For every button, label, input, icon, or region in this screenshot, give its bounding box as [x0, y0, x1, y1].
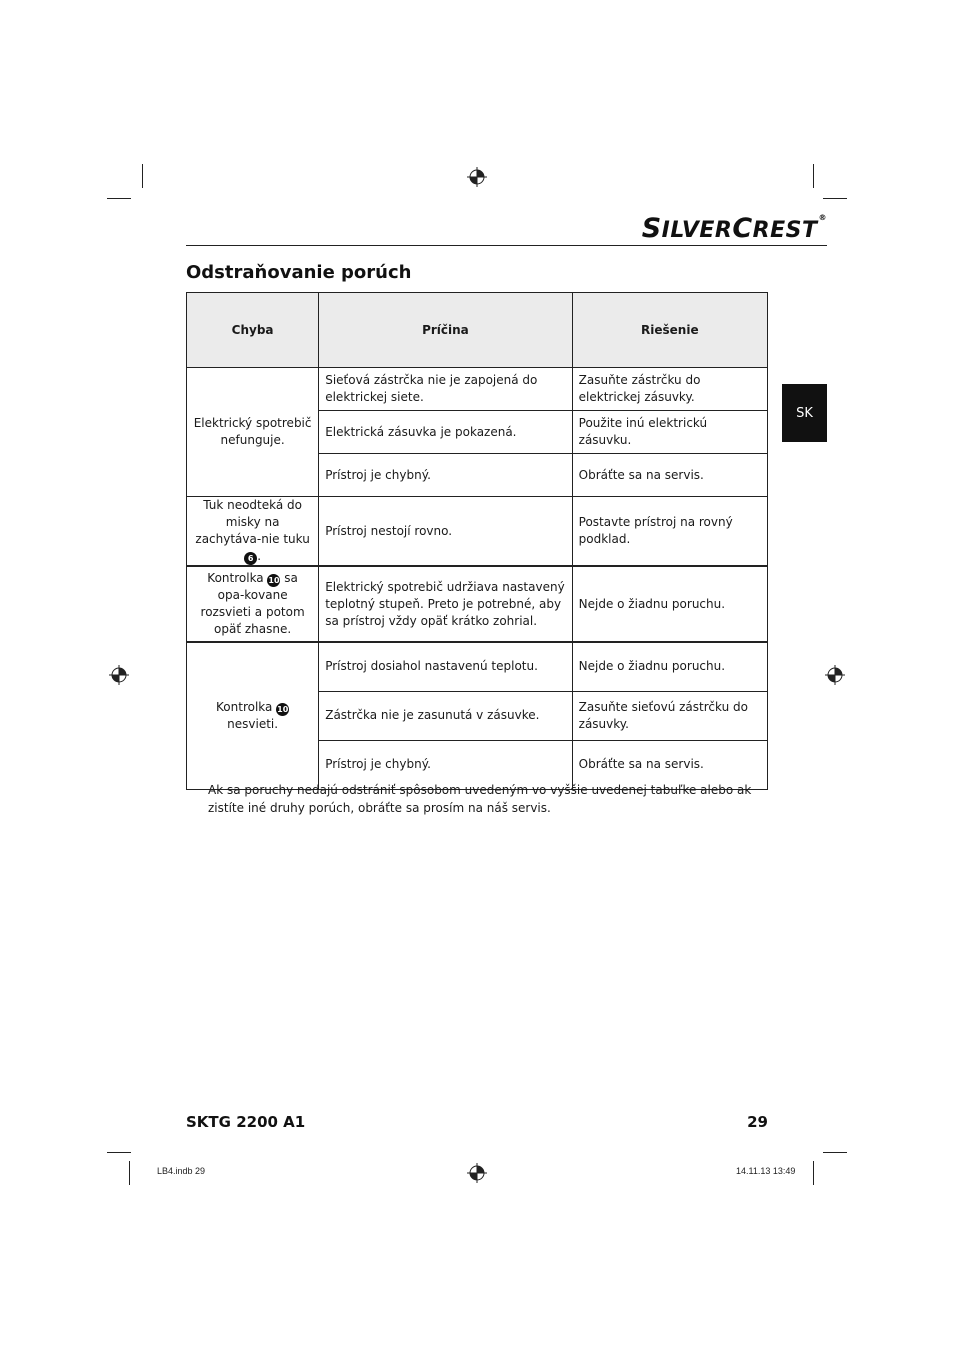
troubleshooting-table [186, 292, 768, 790]
part-number-badge: 10 [277, 704, 289, 714]
error-text: Kontrolka [216, 699, 277, 714]
error-cell [187, 497, 319, 567]
cause-cell: Prístroj je chybný. [319, 454, 572, 497]
crop-mark [823, 1152, 847, 1153]
table-row [187, 497, 768, 567]
brand-logo: SILVERCREST® [641, 213, 827, 244]
crop-mark [107, 198, 131, 199]
crop-mark [107, 1152, 131, 1153]
registration-mark-icon [467, 167, 487, 187]
page-number: 29 [747, 1113, 768, 1131]
print-slug-date: 14.11.13 13:49 [736, 1166, 796, 1176]
cause-cell: Zástrčka nie je zasunutá v zásuvke. [319, 691, 572, 740]
solution-cell: Zasuňte sieťovú zástrčku do zásuvky. [572, 691, 767, 740]
error-text: Tuk neodteká do misky na zachytáva-nie tuku [195, 498, 310, 546]
page-title: Odstraňovanie porúch [186, 262, 412, 283]
part-number-badge: 10 [268, 576, 280, 585]
error-text: . [257, 549, 262, 563]
table-row [187, 642, 768, 691]
crop-mark [813, 1161, 814, 1185]
registration-mark-icon [825, 665, 845, 685]
crop-mark [813, 164, 814, 188]
cause-cell: Sieťová zástrčka nie je zapojená do elektrickej siete. [319, 368, 572, 411]
column-header-solution: Riešenie [572, 293, 767, 368]
cause-cell: Elektrická zásuvka je pokazená. [319, 411, 572, 454]
column-header-cause: Príčina [319, 293, 572, 368]
table-row [187, 566, 768, 642]
solution-cell: Obráťte sa na servis. [572, 454, 767, 497]
print-slug-file: LB4.indb 29 [157, 1166, 206, 1176]
part-number-badge: 6 [244, 552, 257, 565]
cause-cell: Elektrický spotrebič udržiava nastavený teplotný stupeň. Preto je potrebné, aby sa prístroj vždy opäť krátko zohrial. [319, 566, 572, 642]
cause-cell: Prístroj nestojí rovno. [319, 497, 572, 567]
error-cell [187, 566, 319, 642]
registration-mark-icon [467, 1163, 487, 1183]
language-tab-label: SK [796, 405, 813, 421]
solution-cell: Použite inú elektrickú zásuvku. [572, 411, 767, 454]
error-text: nesvieti. [227, 716, 279, 731]
column-header-error: Chyba [187, 293, 319, 368]
cause-cell: Prístroj dosiahol nastavenú teplotu. [319, 642, 572, 691]
solution-cell: Obráťte sa na servis. [572, 740, 767, 789]
error-cell [187, 642, 319, 789]
language-tab [782, 384, 827, 442]
solution-cell: Zasuňte zástrčku do elektrickej zásuvky. [572, 368, 767, 411]
cause-cell: Prístroj je chybný. [319, 740, 572, 789]
table-row [187, 368, 768, 411]
footer-model: SKTG 2200 A1 [186, 1113, 306, 1131]
error-text: Kontrolka [207, 571, 268, 585]
table-header-row [187, 293, 768, 368]
registration-mark-icon [109, 665, 129, 685]
solution-cell: Nejde o žiadnu poruchu. [572, 566, 767, 642]
solution-cell: Postavte prístroj na rovný podklad. [572, 497, 767, 567]
crop-mark [142, 164, 143, 188]
header-rule [186, 245, 827, 246]
service-note: Ak sa poruchy nedajú odstrániť spôsobom uvedeným vo vyššie uvedenej tabuľke alebo ak zistíte iné druhy porúch, obráťte sa prosím na náš servis. [208, 783, 752, 815]
error-cell: Elektrický spotrebič nefunguje. [187, 368, 319, 497]
error-text: sa opa-kovane rozsvieti a potom opäť zhasne. [200, 571, 305, 636]
crop-mark [823, 198, 847, 199]
solution-cell: Nejde o žiadnu poruchu. [572, 642, 767, 691]
crop-mark [129, 1161, 130, 1185]
